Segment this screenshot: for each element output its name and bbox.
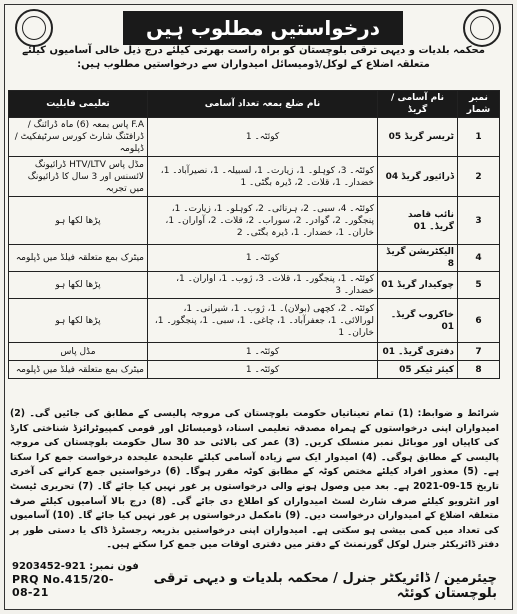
post-name: دفتری گریڈ۔ 01 [378,343,458,361]
qualification: میٹرک بمع متعلقہ فیلڈ میں ڈپلومہ [9,361,148,379]
post-name: چوکیدار گریڈ 01 [378,272,458,299]
district-count: کوئٹہ۔ 2، کچھی (بولان)۔ 1، ژوب۔ 1، شیرانی۔ 1، لورالائی۔ 1، جعفرآباد۔ 1، چاغی۔ 1، سبی۔ 1، پنجگور۔ 1، خاران۔ 1 [148,299,378,343]
qualification: پڑھا لکھا ہو [9,299,148,343]
row-number: 1 [458,118,500,157]
district-count: کوئٹہ۔ 4، سبی۔ 2، ہرنائی۔ 2، کوہلو۔ 1، زیارت۔ 1، پنجگور۔ 2، گوادر۔ 2، سوراب۔ 2، قلات۔ 2، آواران۔ 1، خاران۔ 1، خضدار۔ 1، ڈیرہ بگٹی۔ 2 [148,197,378,245]
issuing-authority: چیئرمین / ڈائریکٹر جنرل / محکمہ بلدیات و دیہی ترقی بلوچستان کوئٹہ [153,571,497,601]
row-number: 5 [458,272,500,299]
row-number: 6 [458,299,500,343]
table-row [9,361,500,379]
district-count: کوئٹہ۔ 1 [148,245,378,272]
post-name: الیکٹریشن گریڈ 8 [378,245,458,272]
district-count: کوئٹہ۔ 1، پنجگور۔ 1، قلات۔ 3، ژوب۔ 1، اواران۔ 1، خضدار۔ 3 [148,272,378,299]
table-row [9,272,500,299]
terms-and-conditions: شرائط و ضوابط: (1) تمام تعیناتیاں حکومت بلوچستان کی مروجہ پالیسی کے مطابق کی جائیں گی۔ (2) امیدواران اپنی درخواستوں کے ہمراہ مصدقہ تعلیمی اسناد، ڈومیسائل اور قومی کمپیوٹرائزڈ شناختی کارڈ کی کاپیاں اور موبائل نمبر منسلک کریں۔ (3) عمر کی بالائی حد 30 سال حکومت بلوچستان کی مروجہ پالیسی کے مطابق ہوگی۔ (4) امیدوار ایک سے زیادہ آسامی کیلئے علیحدہ علیحدہ درخواست جمع کرا سکتا ہے۔ (5) معذور افراد کیلئے مختص کوٹہ کے مطابق کوٹہ مقرر ہوگا۔ (6) درخواستیں جمع کرانے کی آخری تاریخ 15-09-2021 ہے۔ بعد میں وصول ہونے والی درخواستوں پر غور نہیں کیا جائے گا۔ (7) تحریری ٹیسٹ اور انٹرویو کیلئے صرف شارٹ لسٹ امیدواران کو اطلاع دی جائے گی۔ (8) درج بالا آسامیوں کیلئے صرف متعلقہ اضلاع کے امیدواران درخواست دیں۔ (9) نامکمل درخواستوں پر غور نہیں کیا جائے گا۔ (10) آسامیوں کی تعداد میں کمی بیشی ہو سکتی ہے۔ امیدواران اپنی درخواستیں بذریعہ رجسٹرڈ ڈاک یا دستی طور پر دفتر ڈائریکٹر جنرل لوکل گورنمنٹ کے دفتر میں دفتری اوقات میں جمع کرا سکتے ہیں۔ [10,408,500,551]
government-emblem-icon [15,9,53,47]
post-name: نائب قاصد گریڈ۔ 01 [378,197,458,245]
qualification: پڑھا لکھا ہو [9,197,148,245]
footer [12,571,497,601]
intro-subtitle: محکمہ بلدیات و دیہی ترقی بلوچستان کو براہ راست بھرتی کیلئے درج ذیل خالی آسامیوں کیلئے متعلقہ اضلاع کے لوکل/ڈومیسائل امیدواران سے درخواستیں مطلوب ہیں: [22,45,485,70]
col-header-post: نام آسامی / گریڈ [378,91,458,118]
col-header-qualification: تعلیمی قابلیت [9,91,148,118]
page-title: درخواستیں مطلوب ہیں [123,11,403,45]
prq-number: PRQ No.415/20-08-21 [12,573,114,599]
col-header-no: نمبر شمار [458,91,500,118]
row-number: 7 [458,343,500,361]
district-count: کوئٹہ۔ 3، کوہلو۔ 1، زیارت۔ 1، لسبیلہ۔ 1، نصیرآباد۔ 1، خضدار۔ 1، قلات۔ 2، ڈیرہ بگٹی۔ 1 [148,157,378,197]
post-name: ڈرائیور گریڈ 04 [378,157,458,197]
row-number: 8 [458,361,500,379]
qualification: مڈل پاس [9,343,148,361]
district-count: کوئٹہ۔ 1 [148,343,378,361]
department-seal-icon [463,9,501,47]
row-number: 4 [458,245,500,272]
qualification: مڈل پاس HTV/LTV ڈرائیونگ لائسنس اور 3 سال کا ڈرائیونگ میں تجربہ [9,157,148,197]
table-row [9,197,500,245]
district-count: کوئٹہ۔ 1 [148,361,378,379]
qualification: پڑھا لکھا ہو [9,272,148,299]
table-row [9,245,500,272]
row-number: 3 [458,197,500,245]
post-name: ٹریسر گریڈ 05 [378,118,458,157]
table-row [9,299,500,343]
post-name: کیئر ٹیکر 05 [378,361,458,379]
vacancies-table [8,90,500,379]
col-header-district: نام ضلع بمعہ تعداد آسامی [148,91,378,118]
phone-number: فون نمبر: 921-9203452 [12,561,139,572]
table-row [9,118,500,157]
row-number: 2 [458,157,500,197]
qualification: میٹرک بمع متعلقہ فیلڈ میں ڈپلومہ [9,245,148,272]
table-row [9,343,500,361]
qualification: F.A پاس بمعہ (6) ماہ ڈرائنگ / ڈرافٹنگ شارٹ کورس سرٹیفکیٹ / ڈپلومہ [9,118,148,157]
table-header-row [9,91,500,118]
district-count: کوئٹہ۔ 1 [148,118,378,157]
table-row [9,157,500,197]
post-name: خاکروب گریڈ۔ 01 [378,299,458,343]
